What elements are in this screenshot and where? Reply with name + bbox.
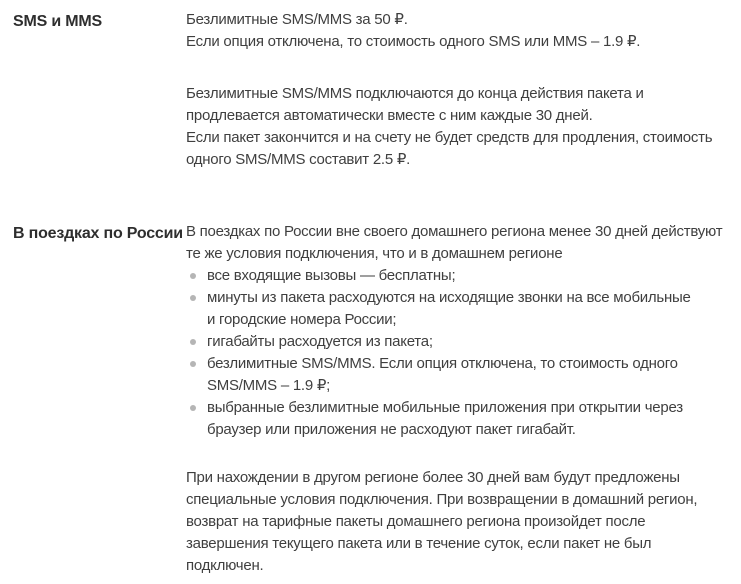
text-line: При нахождении в другом регионе более 30 дней вам будут предложены	[186, 469, 680, 486]
bullet-icon	[190, 405, 196, 411]
list-item	[186, 353, 741, 397]
conditions-bullet-list	[186, 265, 741, 441]
section-content-sms-mms	[186, 9, 741, 171]
text-line: завершения текущего пакета или в течение суток, если пакет не был	[186, 535, 652, 552]
bullet-icon	[190, 361, 196, 367]
section-content-travel-russia	[186, 221, 741, 577]
list-item-text	[207, 397, 683, 441]
list-item	[186, 397, 741, 441]
section-label-travel-russia: В поездках по России	[13, 225, 183, 242]
text-line: SMS/MMS – 1.9 ₽;	[207, 377, 331, 394]
section-travel-russia	[0, 221, 741, 577]
text-line: подключен.	[186, 557, 264, 574]
text-line: минуты из пакета расходуются на исходящие звонки на все мобильные	[207, 289, 691, 306]
text-line: те же условия подключения, что и в домашнем регионе	[186, 245, 563, 262]
paragraph	[186, 83, 741, 171]
paragraph	[186, 9, 741, 53]
bullet-icon	[190, 273, 196, 279]
text-line: все входящие вызовы — бесплатны;	[207, 267, 456, 284]
text-line: специальные условия подключения. При возвращении в домашний регион,	[186, 491, 698, 508]
list-item-text	[207, 331, 433, 353]
paragraph	[186, 221, 741, 265]
text-line: безлимитные SMS/MMS. Если опция отключена, то стоимость одного	[207, 355, 678, 372]
section-label-sms-mms: SMS и MMS	[13, 13, 102, 30]
text-line: Если опция отключена, то стоимость одного SMS или MMS – 1.9 ₽.	[186, 33, 641, 50]
paragraph	[186, 467, 741, 577]
text-line: В поездках по России вне своего домашнего региона менее 30 дней действуют	[186, 223, 723, 240]
list-item-text	[207, 287, 691, 331]
list-item	[186, 265, 741, 287]
text-line: возврат на тарифные пакеты домашнего региона произойдет после	[186, 513, 646, 530]
text-line: выбранные безлимитные мобильные приложения при открытии через	[207, 399, 683, 416]
bullet-icon	[190, 295, 196, 301]
bullet-icon	[190, 339, 196, 345]
list-item	[186, 331, 741, 353]
text-line: Безлимитные SMS/MMS за 50 ₽.	[186, 11, 408, 28]
text-line: продлевается автоматически вместе с ним каждые 30 дней.	[186, 107, 593, 124]
text-line: одного SMS/MMS составит 2.5 ₽.	[186, 151, 411, 168]
list-item-text	[207, 353, 678, 397]
text-line: Безлимитные SMS/MMS подключаются до конца действия пакета и	[186, 85, 644, 102]
text-line: Если пакет закончится и на счету не будет средств для продления, стоимость	[186, 129, 713, 146]
list-item	[186, 287, 741, 331]
list-item-text	[207, 265, 455, 287]
text-line: гигабайты расходуется из пакета;	[207, 333, 433, 350]
section-sms-mms	[0, 9, 741, 171]
text-line: и городские номера России;	[207, 311, 397, 328]
text-line: браузер или приложения не расходуют пакет гигабайт.	[207, 421, 576, 438]
